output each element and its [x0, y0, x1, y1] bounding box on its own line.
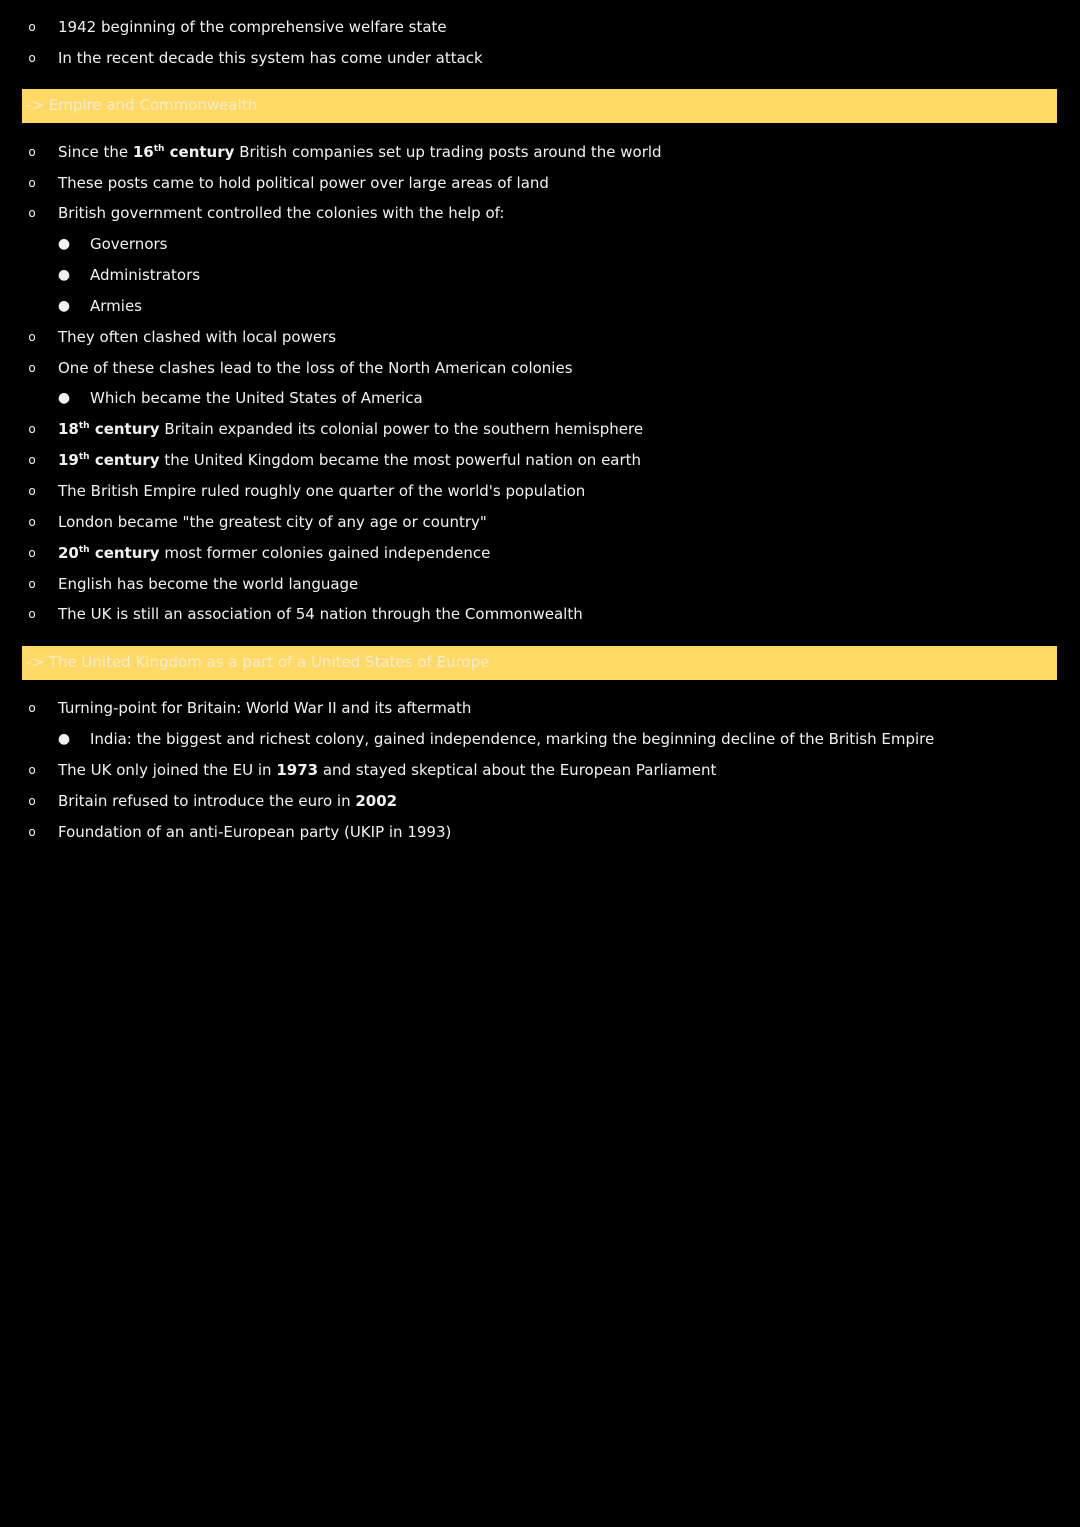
century-number: 18 [58, 420, 79, 438]
europe-text-3 [58, 788, 397, 814]
empire-text-5: One of these clashes lead to the loss of the North American colonies [58, 359, 573, 377]
empire-text-6 [58, 416, 643, 442]
century-number: 16 [132, 143, 154, 161]
intro-text-1: 1942 beginning of the comprehensive welfare state [58, 18, 447, 36]
dot-bullet-icon: ● [57, 390, 71, 406]
empire-text-4: They often clashed with local powers [58, 328, 337, 346]
europe-text-4: Foundation of an anti-European party (UKIP in 1993) [58, 823, 452, 841]
empire-text-8: The British Empire ruled roughly one quarter of the world's population [58, 482, 586, 500]
circle-bullet-icon: o [28, 453, 36, 467]
century-word: century [89, 451, 160, 469]
circle-bullet-icon: o [28, 825, 36, 839]
empire-text-3: British government controlled the colonies with the help of: [58, 204, 505, 222]
empire-text-11: English has become the world language [58, 575, 359, 593]
helper-text: Armies [90, 297, 142, 315]
circle-bullet-icon: o [28, 206, 36, 220]
text-fragment: Britain expanded its colonial power to the southern hemisphere [159, 420, 644, 438]
empire-text-10 [58, 540, 490, 566]
europe-text-1: Turning-point for Britain: World War II and its aftermath [58, 699, 472, 717]
dot-bullet-icon: ● [57, 236, 71, 252]
circle-bullet-icon: o [28, 51, 36, 65]
century-word: century [89, 420, 160, 438]
circle-bullet-icon: o [28, 794, 36, 808]
circle-bullet-icon: o [28, 422, 36, 436]
circle-bullet-icon: o [28, 763, 36, 777]
intro-text-2: In the recent decade this system has come under attack [58, 49, 483, 67]
empire-text-12: The UK is still an association of 54 nation through the Commonwealth [58, 605, 583, 623]
text-fragment: Since the [58, 143, 133, 161]
helper-text: Administrators [90, 266, 201, 284]
circle-bullet-icon: o [28, 20, 36, 34]
section-heading-empire [22, 89, 1057, 123]
text-fragment: British companies set up trading posts around the world [234, 143, 662, 161]
europe-subtext-1: India: the biggest and richest colony, gained independence, marking the beginning decline of the British Empire [90, 730, 935, 748]
section-heading-europe-text: -> The United Kingdom as a part of a United States of Europe [26, 653, 490, 671]
circle-bullet-icon: o [28, 577, 36, 591]
dot-bullet-icon: ● [57, 298, 71, 314]
ordinal-suffix: th [78, 421, 90, 431]
text-fragment: The UK only joined the EU in [58, 761, 277, 779]
text-fragment: the United Kingdom became the most powerful nation on earth [159, 451, 642, 469]
section-heading-empire-text: -> Empire and Commonwealth [26, 96, 258, 114]
year-highlight: 1973 [276, 761, 319, 779]
europe-text-2 [58, 757, 716, 783]
circle-bullet-icon: o [28, 176, 36, 190]
circle-bullet-icon: o [28, 607, 36, 621]
ordinal-suffix: th [78, 545, 90, 555]
text-fragment: most former colonies gained independence [159, 544, 491, 562]
section-heading-europe [22, 646, 1057, 680]
empire-text-2: These posts came to hold political power over large areas of land [58, 174, 549, 192]
circle-bullet-icon: o [28, 145, 36, 159]
circle-bullet-icon: o [28, 546, 36, 560]
century-number: 19 [58, 451, 79, 469]
empire-text-7 [58, 447, 641, 473]
dot-bullet-icon: ● [57, 731, 71, 747]
circle-bullet-icon: o [28, 361, 36, 375]
empire-text-1 [58, 139, 662, 165]
circle-bullet-icon: o [28, 330, 36, 344]
text-fragment: and stayed skeptical about the European Parliament [318, 761, 717, 779]
circle-bullet-icon: o [28, 701, 36, 715]
text-fragment: Britain refused to introduce the euro in [58, 792, 356, 810]
circle-bullet-icon: o [28, 484, 36, 498]
century-number: 20 [58, 544, 79, 562]
century-word: century [89, 544, 160, 562]
empire-subtext-5: Which became the United States of America [90, 389, 423, 407]
dot-bullet-icon: ● [57, 267, 71, 283]
century-word: century [164, 143, 235, 161]
empire-text-9: London became "the greatest city of any age or country" [58, 513, 487, 531]
year-highlight: 2002 [355, 792, 398, 810]
circle-bullet-icon: o [28, 515, 36, 529]
helper-text: Governors [90, 235, 168, 253]
ordinal-suffix: th [153, 144, 165, 154]
ordinal-suffix: th [78, 452, 90, 462]
